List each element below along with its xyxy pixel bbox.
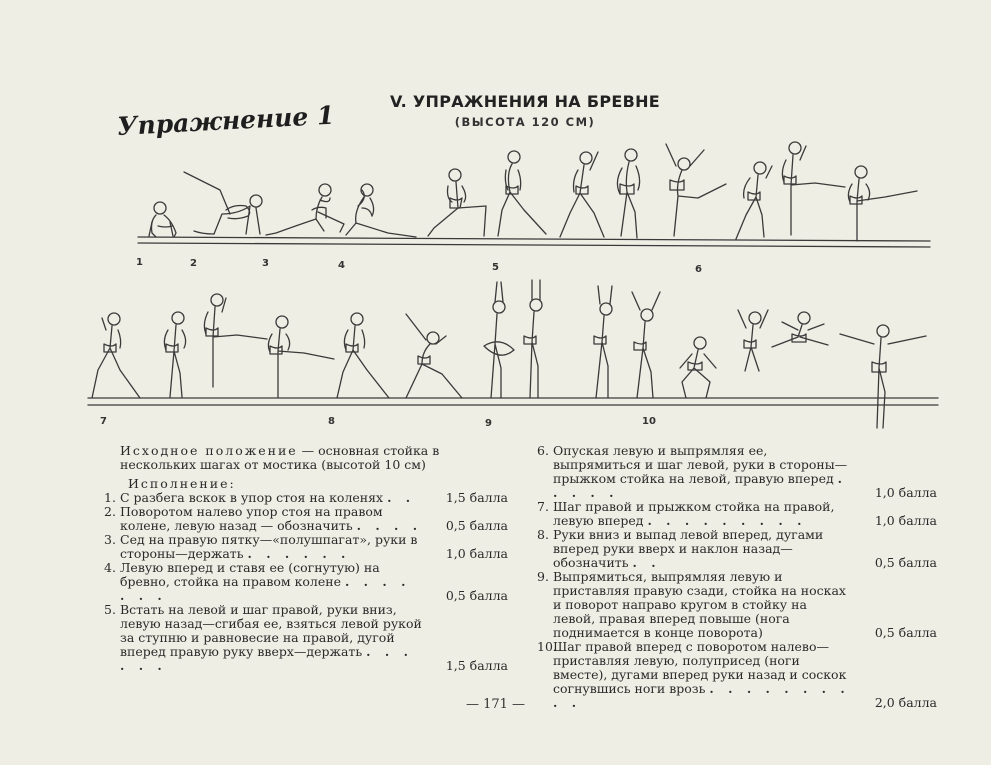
figure-number-6: 6 — [695, 264, 702, 275]
figure-6d — [848, 166, 917, 241]
figure-number-2: 2 — [190, 258, 197, 269]
figure-6a — [666, 144, 726, 236]
exercise-item-8: 8. Руки вниз и выпад левой вперед, дугами вперед руки вверх и наклон назад—обозначить . . 0,5 балла — [537, 527, 937, 570]
figure-number-3: 3 — [262, 258, 269, 269]
text-column-right — [537, 444, 937, 710]
exercise-item-9: 9. Выпрямиться, выпрямляя левую и приставляя правую сзади, стойка на носках и поворот направо кругом в стойку на левой, правая вперед повыше (нога поднимается в конце поворота) 0,5 балла — [537, 569, 937, 640]
figure-10c — [680, 337, 716, 398]
item-score: 0,5 балла — [874, 555, 937, 570]
beam-top — [138, 237, 930, 241]
figure-8b — [406, 314, 462, 398]
figure-9b — [524, 280, 542, 398]
exercise-item-10: 10. Шаг правой вперед с поворотом налево—приставляя левую, полуприсед (ноги вместе), дугами вперед руки назад и соскок согнувшись ноги врозь . . . . . . . . . . 2,0 балла — [537, 639, 937, 710]
exercise-item-6: 6. Опуская левую и выпрямляя ее, выпрямиться и шаг левой, руки в стороны—прыжком стойка на левой, правую вперед . . . . . 1,0 балла — [537, 443, 937, 500]
figure-10a — [594, 286, 612, 398]
item-score: 0,5 балла — [874, 625, 937, 640]
figure-number-5: 5 — [492, 262, 499, 273]
item-score: 1,0 балла — [874, 485, 937, 500]
figure-10f — [840, 325, 926, 428]
figure-number-8: 8 — [328, 416, 335, 427]
item-score: 0,5 балла — [445, 588, 508, 603]
figure-7d — [268, 316, 334, 397]
exercise-item-4: 4. Левую вперед и ставя ее (согнутую) на бревно, стойка на правом колене . . . . . . . 0,5 балла — [104, 560, 508, 603]
item-score: 2,0 балла — [874, 695, 937, 710]
exercise-item-1: 1. С разбега вскок в упор стоя на коленях . . 1,5 балла — [104, 490, 508, 505]
text-column-left — [104, 444, 508, 673]
execution-heading: Исполнение: — [128, 476, 236, 491]
exercise-label: Упражнение 1 — [116, 100, 336, 141]
figure-10d — [738, 310, 768, 371]
figure-6b — [736, 162, 772, 239]
item-score: 1,0 балла — [445, 546, 508, 561]
section-subtitle: (ВЫСОТА 120 СМ) — [454, 115, 596, 129]
item-score: 1,5 балла — [445, 490, 508, 505]
figure-number-7: 7 — [100, 416, 107, 427]
figure-5d — [617, 149, 639, 238]
intro-paragraph — [104, 444, 508, 472]
item-score: 1,5 балла — [445, 658, 508, 673]
figure-3 — [266, 184, 344, 235]
figure-1 — [149, 202, 176, 237]
figure-number-1: 1 — [136, 257, 143, 268]
figure-5b — [498, 151, 546, 236]
exercise-item-7: 7. Шаг правой и прыжком стойка на правой, левую вперед . . . . . . . . . 1,0 балла — [537, 499, 937, 528]
figure-number-10: 10 — [642, 416, 656, 427]
item-score: 1,0 балла — [874, 513, 937, 528]
figure-5c — [560, 152, 604, 237]
page-number: — 171 — — [465, 697, 526, 712]
section-title: V. УПРАЖНЕНИЯ НА БРЕВНЕ — [390, 92, 660, 111]
figure-7a — [92, 313, 140, 398]
exercise-item-3: 3. Сед на правую пятку—«полушпагат», руки в стороны—держать . . . . . . 1,0 балла — [104, 532, 508, 561]
figure-number-9: 9 — [485, 418, 492, 429]
figure-number-4: 4 — [338, 260, 345, 271]
figure-2 — [184, 172, 262, 234]
intro-term: Исходное положение — [120, 443, 298, 458]
figure-8a — [337, 313, 389, 398]
figure-10e — [772, 312, 828, 347]
figure-10b — [632, 292, 660, 398]
figure-5a — [428, 169, 486, 236]
exercise-item-2: 2. Поворотом налево упор стоя на правом колене, левую назад — обозначить . . . . 0,5 балла — [104, 504, 508, 533]
exercise-item-5: 5. Встать на левой и шаг правой, руки вниз, левую назад—сгибая ее, взяться левой рукой за ступню и равновесие на правой, дугой вперед правую руку вверх—держать . . . . . . 1,5 балла — [104, 602, 508, 673]
intro-text: — основная стойка в нескольких шагах от мостика (высотой 10 см) — [120, 443, 440, 472]
item-score: 0,5 балла — [445, 518, 508, 533]
figure-6c — [782, 142, 845, 235]
figure-9a — [484, 282, 514, 398]
figure-4 — [346, 184, 416, 237]
figure-7c — [204, 294, 267, 387]
figure-7b — [164, 312, 185, 397]
